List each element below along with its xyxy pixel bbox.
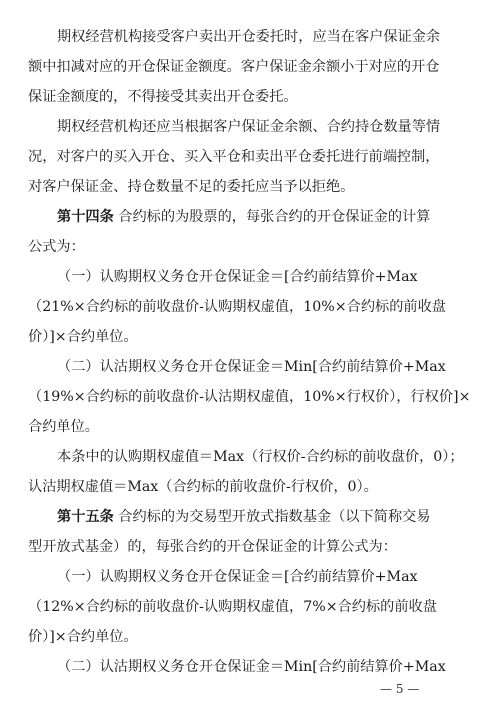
text-line: 本条中的认购期权虚值＝Max（行权价-合约标的前收盘价，0）；	[57, 449, 464, 465]
article-line	[57, 207, 500, 227]
text-line: （一）认购期权义务仓开仓保证金＝[合约前结算价+Max	[57, 269, 418, 285]
text-line: （一）认购期权义务仓开仓保证金＝[合约前结算价+Max	[57, 569, 418, 585]
text-line: 认沽期权虚值＝Max（合约标的前收盘价-行权价，0）。	[28, 479, 378, 495]
article-heading: 第十四条	[57, 209, 114, 225]
text-line: （二）认沽期权义务仓开仓保证金＝Min[合约前结算价+Max	[57, 659, 446, 675]
text-line: （19%×合约标的前收盘价-认沽期权虚值，10%×行权价），行权价]×	[28, 389, 471, 405]
text-line: （21%×合约标的前收盘价-认购期权虚值，10%×合约标的前收盘	[28, 299, 446, 315]
text-line: 合约单位。	[28, 419, 99, 435]
text-line: （二）认沽期权义务仓开仓保证金＝Min[合约前结算价+Max	[57, 359, 446, 375]
article-line	[57, 507, 500, 527]
text-line: （12%×合约标的前收盘价-认购期权虚值，7%×合约标的前收盘	[28, 599, 437, 615]
text-line: 对客户保证金、持仓数量不足的委托应当予以拒绝。	[28, 179, 355, 195]
text-segment: 合约标的为交易型开放式指数基金（以下简称交易	[118, 509, 431, 525]
text-line: 公式为：	[28, 239, 85, 255]
text-line: 额中扣减对应的开仓保证金额度。客户保证金余额小于对应的开仓	[28, 59, 440, 75]
text-line: 价）]×合约单位。	[28, 629, 138, 645]
text-line: 保证金额度的，不得接受其卖出开仓委托。	[28, 89, 298, 105]
text-line: 型开放式基金）的，每张合约的开仓保证金的计算公式为：	[28, 539, 397, 555]
text-line: 价）]×合约单位。	[28, 329, 138, 345]
text-line: 期权经营机构还应当根据客户保证金余额、合约持仓数量等情	[57, 119, 441, 135]
article-heading: 第十五条	[57, 509, 114, 525]
text-line: 期权经营机构接受客户卖出开仓委托时，应当在客户保证金余	[57, 29, 441, 45]
text-segment: 合约标的为股票的，每张合约的开仓保证金的计算	[118, 209, 431, 225]
page-number: — 5 —	[380, 682, 420, 696]
text-line: 况，对客户的买入开仓、买入平仓和卖出平仓委托进行前端控制，	[28, 149, 440, 165]
